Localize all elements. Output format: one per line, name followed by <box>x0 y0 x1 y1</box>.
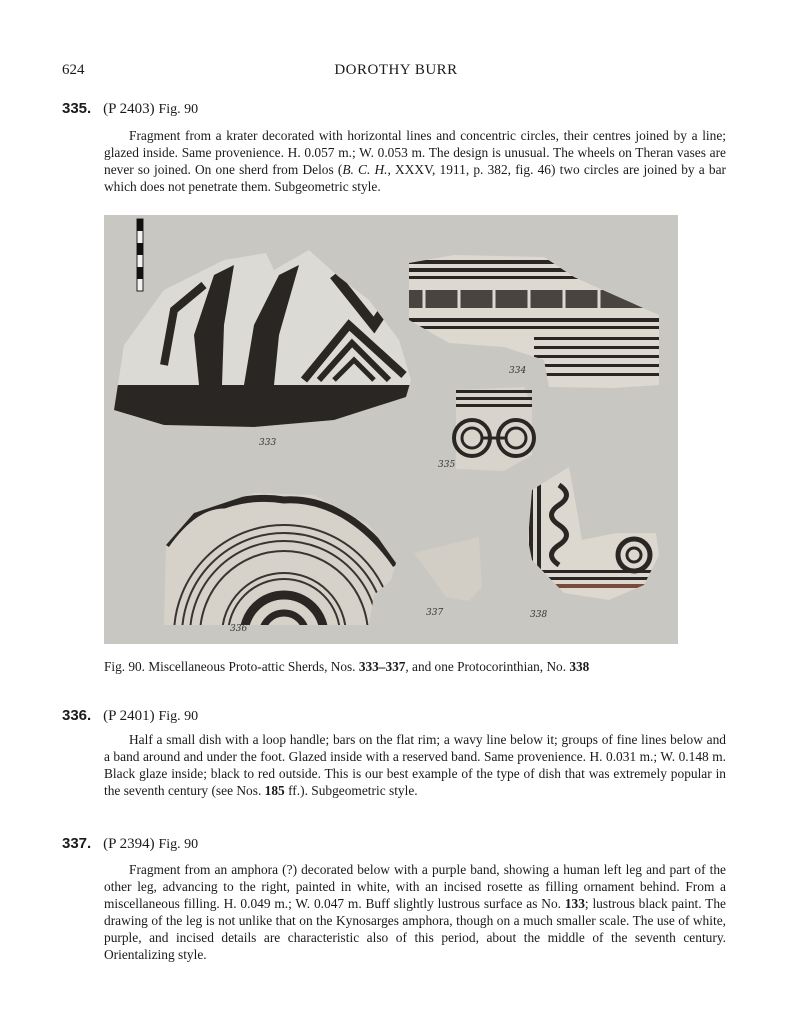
figure-reference: Fig. 90 <box>158 102 199 117</box>
sherds-photograph <box>104 215 678 644</box>
entry-number: 336. <box>62 707 92 724</box>
figure-plate <box>104 215 678 644</box>
entry-heading-335 <box>62 100 198 118</box>
figure-caption: Fig. 90. Miscellaneous Proto-attic Sherds, Nos. 333–337, and one Protocorinthian, No. 338 <box>104 659 590 674</box>
sherd-334 <box>404 255 664 388</box>
entry-number: 337. <box>62 835 92 852</box>
entry-number: 335. <box>62 100 92 117</box>
sherd-336 <box>164 493 396 644</box>
sherd-338 <box>528 465 664 620</box>
label-333: 333 <box>259 438 277 448</box>
sherd-335 <box>438 387 534 471</box>
sherd-337 <box>414 537 482 618</box>
label-336: 336 <box>230 624 248 634</box>
entry-description-337: Fragment from an amphora (?) decorated below with a purple band, showing a human left leg and part of the other leg, advancing to the right, painted in white, with an incised rosette as filling ornament behind. From a miscellaneous filling. H. 0.049 m.; W. 0.047 m. Buff slightly lustrous surface as No. 133; lustrous black paint. The drawing of the leg is not unlike that on the Kynosarges amphora, though on a much smaller scale. The use of white, purple, and incised details are characteristic also of this period, about the middle of the seventh century. Orientalizing style. <box>104 862 726 962</box>
inventory-number: (P 2403) <box>103 101 155 117</box>
page-header <box>62 62 730 86</box>
entry-heading-337 <box>62 835 198 853</box>
label-335: 335 <box>438 460 456 470</box>
entry-heading-336 <box>62 707 198 725</box>
entry-description-335: Fragment from a krater decorated with horizontal lines and concentric circles, their centres joined by a line; glazed inside. Same provenience. H. 0.057 m.; W. 0.053 m. The design is unusual. The wheels on Theran vases are never so joined. On one sherd from Delos (B. C. H., XXXV, 1911, p. 382, fig. 46) two circles are joined by a bar which does not penetrate them. Subgeometric style. <box>104 128 726 194</box>
running-head: DOROTHY BURR <box>334 62 458 78</box>
label-338: 338 <box>530 610 548 620</box>
page-number: 624 <box>62 62 85 78</box>
scale-bar <box>137 219 143 291</box>
label-334: 334 <box>509 366 527 376</box>
entry-description-336: Half a small dish with a loop handle; bars on the flat rim; a wavy line below it; groups of fine lines below and a band around and under the foot. Glazed inside with a reserved band. Same provenience. H. 0.031 m.; W. 0.148 m. Black glaze inside; black to red outside. This is our best example of the type of dish that was extremely popular in the seventh century (see Nos. 185 ff.). Subgeometric style. <box>104 732 726 798</box>
figure-reference: Fig. 90 <box>158 709 199 724</box>
label-337: 337 <box>426 608 444 618</box>
inventory-number: (P 2401) <box>103 708 155 724</box>
sherd-333 <box>104 250 424 435</box>
figure-reference: Fig. 90 <box>158 837 199 852</box>
inventory-number: (P 2394) <box>103 836 155 852</box>
